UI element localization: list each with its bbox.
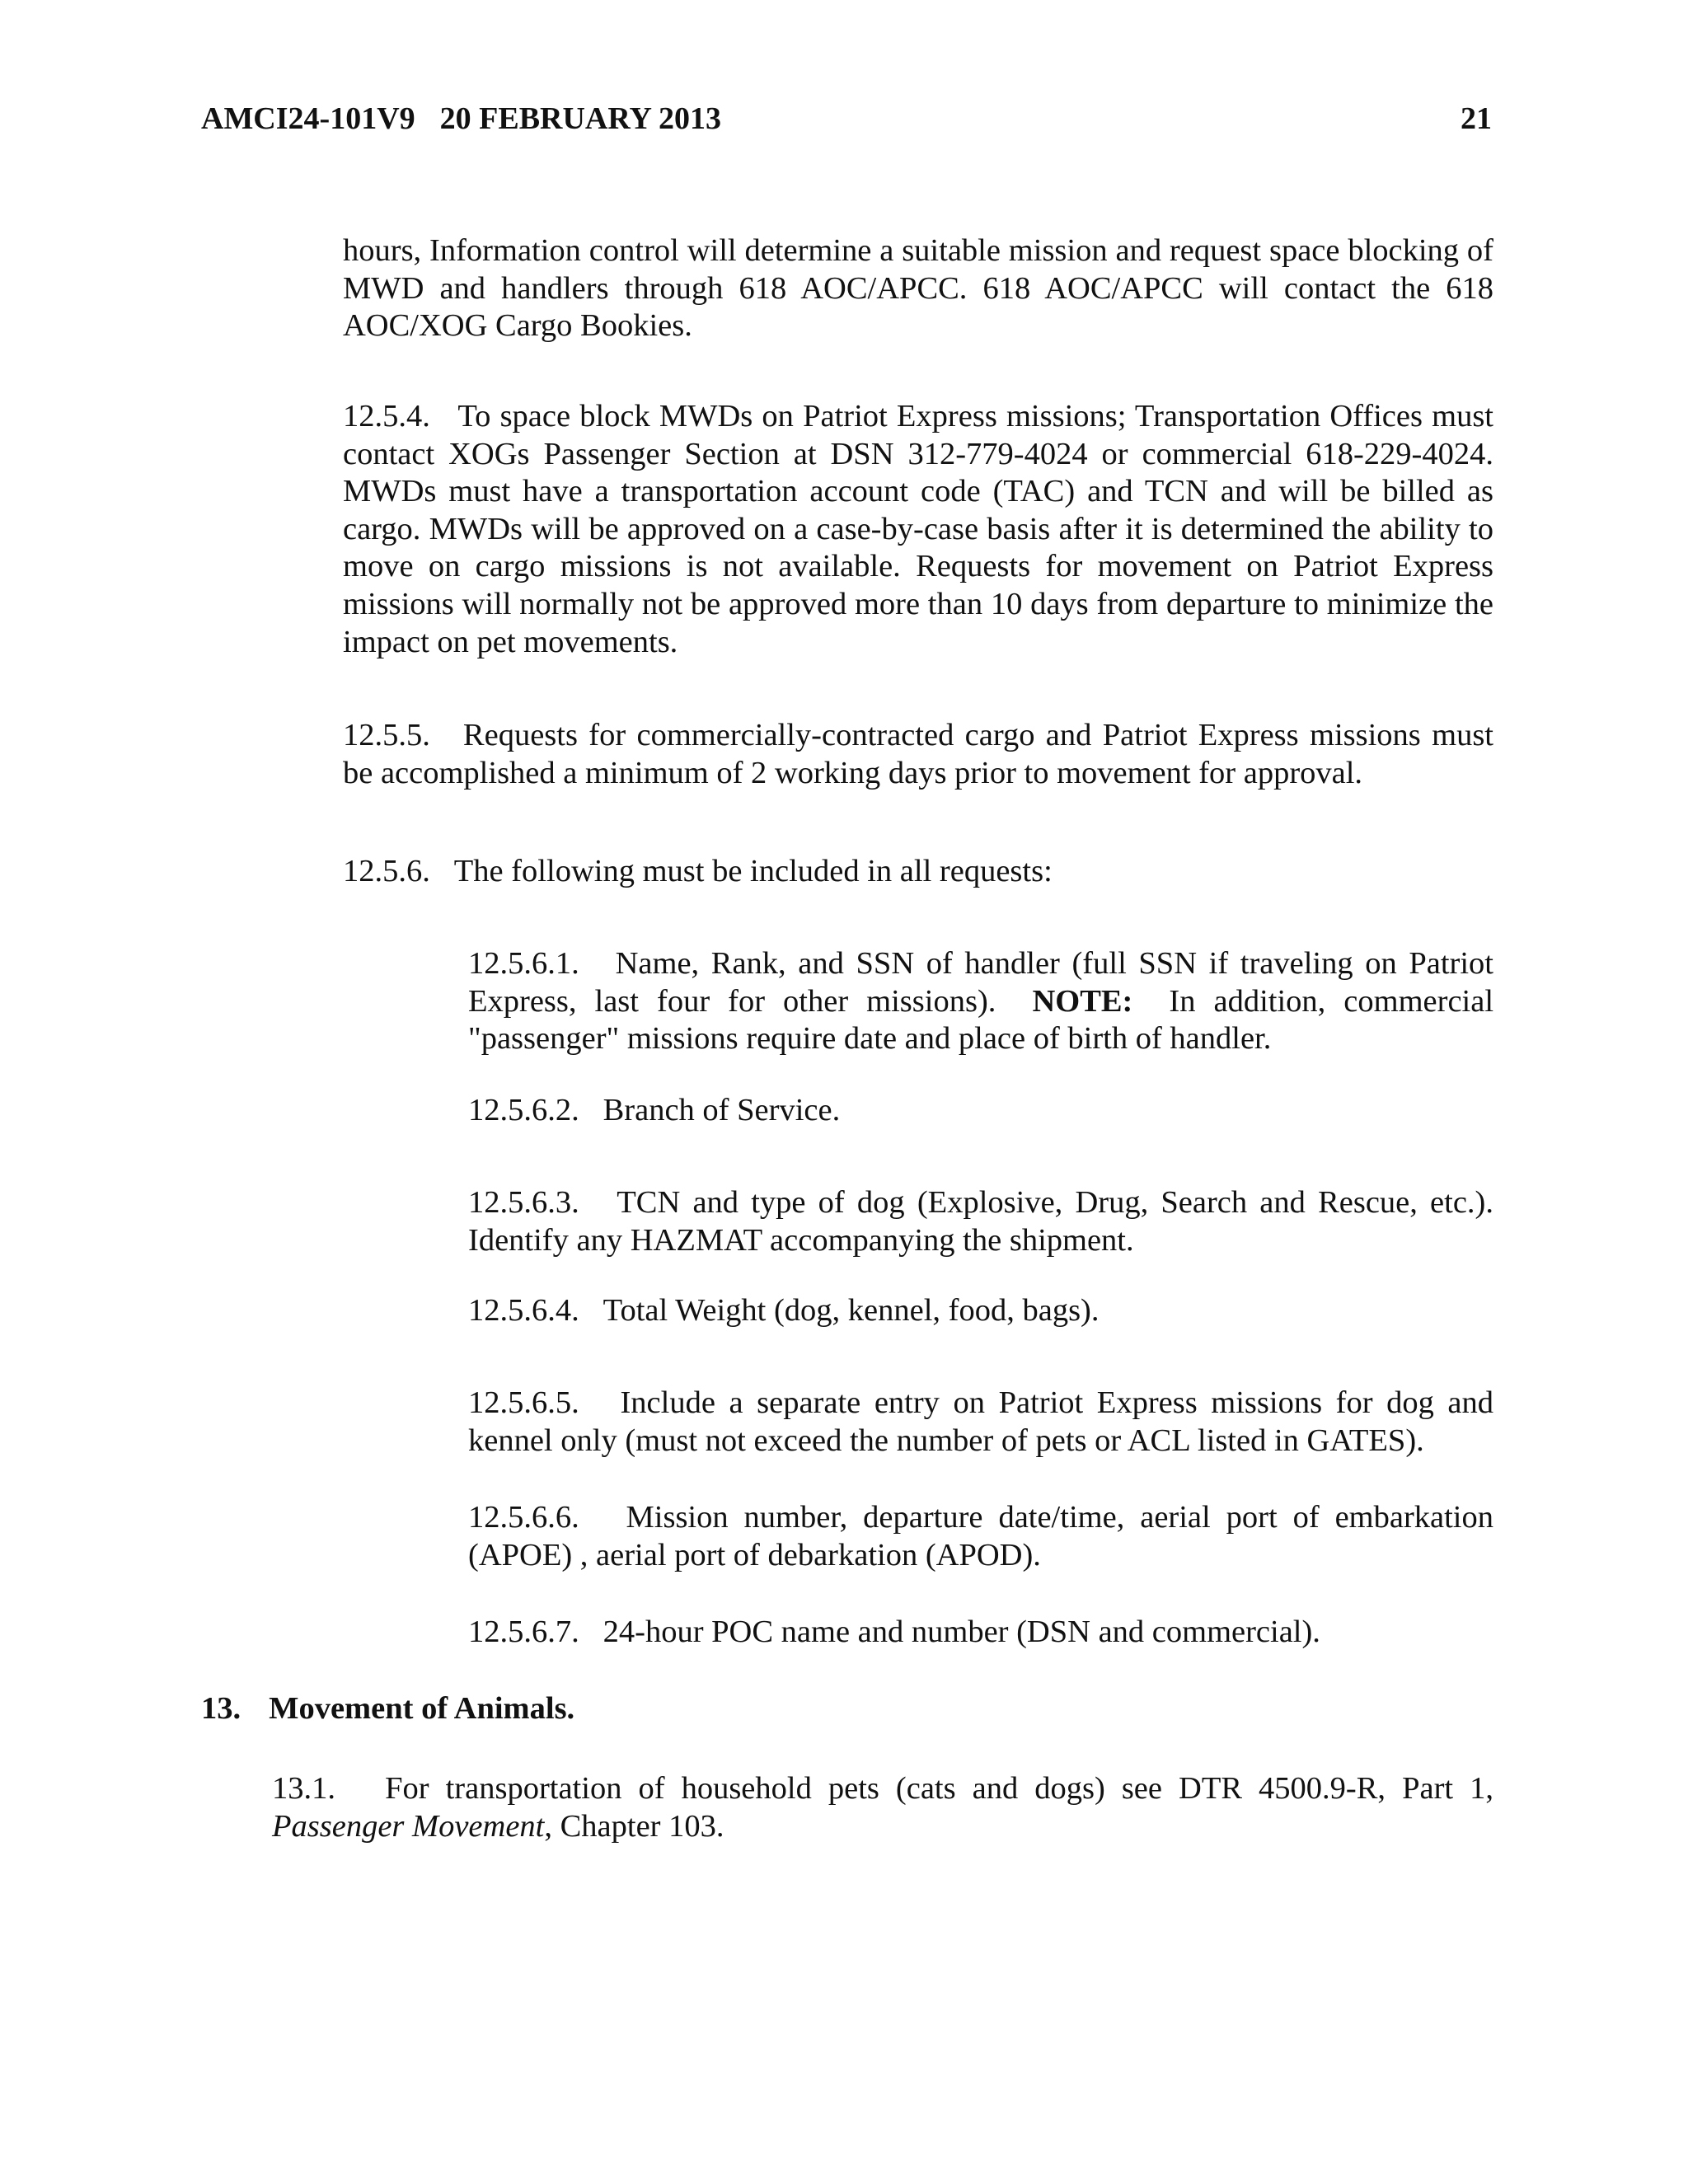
paragraph-12-5-6-3: [468, 1184, 1493, 1259]
paragraph-number: 12.5.6.5.: [468, 1385, 579, 1420]
note-text: In addition, commercial "passenger" missions require date and place of birth of handler.: [468, 983, 1494, 1057]
paragraph-12-5-6-1: [468, 945, 1493, 1058]
paragraph-12-5-6-6: [468, 1499, 1493, 1574]
paragraph-text: Name, Rank, and SSN of handler (full SSN if traveling on Patriot Express, last four for other missions).: [468, 946, 1493, 1019]
paragraph-text: TCN and type of dog (Explosive, Drug, Search and Rescue, etc.). Identify any HAZMAT accompanying the shipment.: [468, 1185, 1493, 1258]
publication-title: Passenger Movement: [272, 1808, 545, 1844]
paragraph-12-5-6: [343, 853, 1493, 891]
note-label: NOTE:: [1032, 983, 1133, 1019]
paragraph-number: 12.5.6.1.: [468, 946, 579, 981]
paragraph-continuation: [343, 232, 1493, 345]
paragraph-text: Total Weight (dog, kennel, food, bags).: [603, 1293, 1100, 1328]
page-number: 21: [1461, 101, 1492, 136]
paragraph-12-5-6-2: [468, 1092, 1493, 1130]
section-number: 13.: [201, 1691, 241, 1726]
paragraph-text: Mission number, departure date/time, aerial port of embarkation (APOE) , aerial port of debarkation (APOD).: [468, 1500, 1494, 1572]
paragraph-text: To space block MWDs on Patriot Express missions; Transportation Offices must contact XOGs Passenger Section at DSN 312-779-4024 or commercial 618-229-4024. MWDs must have a transportation account code (TAC) and TCN and will be billed as cargo. MWDs will be approved on a case-by-case basis after it is determined the ability to move on cargo missions is not available. Requests for movement on Patriot Express missions will normally not be approved more than 10 days from departure to minimize the impact on pet movements.: [343, 399, 1493, 659]
paragraph-12-5-5: [343, 717, 1493, 792]
paragraph-text: 24-hour POC name and number (DSN and commercial).: [603, 1615, 1320, 1649]
paragraph-number: 12.5.6.3.: [468, 1185, 579, 1220]
paragraph-12-5-6-5: [468, 1385, 1493, 1460]
paragraph-number: 12.5.6.7.: [468, 1615, 579, 1649]
document-id: AMCI24-101V9: [201, 101, 415, 136]
paragraph-number: 12.5.5.: [343, 718, 430, 752]
paragraph-number: 13.1.: [272, 1771, 335, 1806]
paragraph-12-5-4: [343, 398, 1493, 661]
paragraph-number: 12.5.6.6.: [468, 1500, 579, 1535]
paragraph-12-5-6-7: [468, 1614, 1493, 1652]
paragraph-number: 12.5.6.2.: [468, 1093, 579, 1127]
section-title: Movement of Animals.: [269, 1691, 575, 1726]
paragraph-text: Include a separate entry on Patriot Express missions for dog and kennel only (must not exceed the number of pets or ACL listed in GATES).: [468, 1385, 1493, 1458]
paragraph-text: hours, Information control will determine a suitable mission and request space blocking of MWD and handlers through 618 AOC/APCC. 618 AOC/APCC will contact the 618 AOC/XOG Cargo Bookies.: [343, 233, 1493, 344]
paragraph-13-1: [272, 1770, 1493, 1845]
document-date: 20 FEBRUARY 2013: [439, 101, 722, 136]
paragraph-text: For transportation of household pets (cats and dogs) see DTR 4500.9-R, Part 1,: [385, 1771, 1494, 1806]
paragraph-number: 12.5.6.4.: [468, 1293, 579, 1328]
running-header: [201, 99, 721, 138]
paragraph-number: 12.5.6.: [343, 854, 430, 888]
paragraph-text: Branch of Service.: [603, 1093, 841, 1127]
paragraph-text: Requests for commercially-contracted cargo and Patriot Express missions must be accomplished a minimum of 2 working days prior to movement for approval.: [343, 718, 1494, 790]
paragraph-text-tail: , Chapter 103.: [544, 1808, 724, 1844]
paragraph-12-5-6-4: [468, 1292, 1493, 1330]
section-heading-13: [201, 1690, 574, 1727]
paragraph-number: 12.5.4.: [343, 399, 430, 434]
paragraph-text: The following must be included in all requests:: [453, 854, 1053, 888]
